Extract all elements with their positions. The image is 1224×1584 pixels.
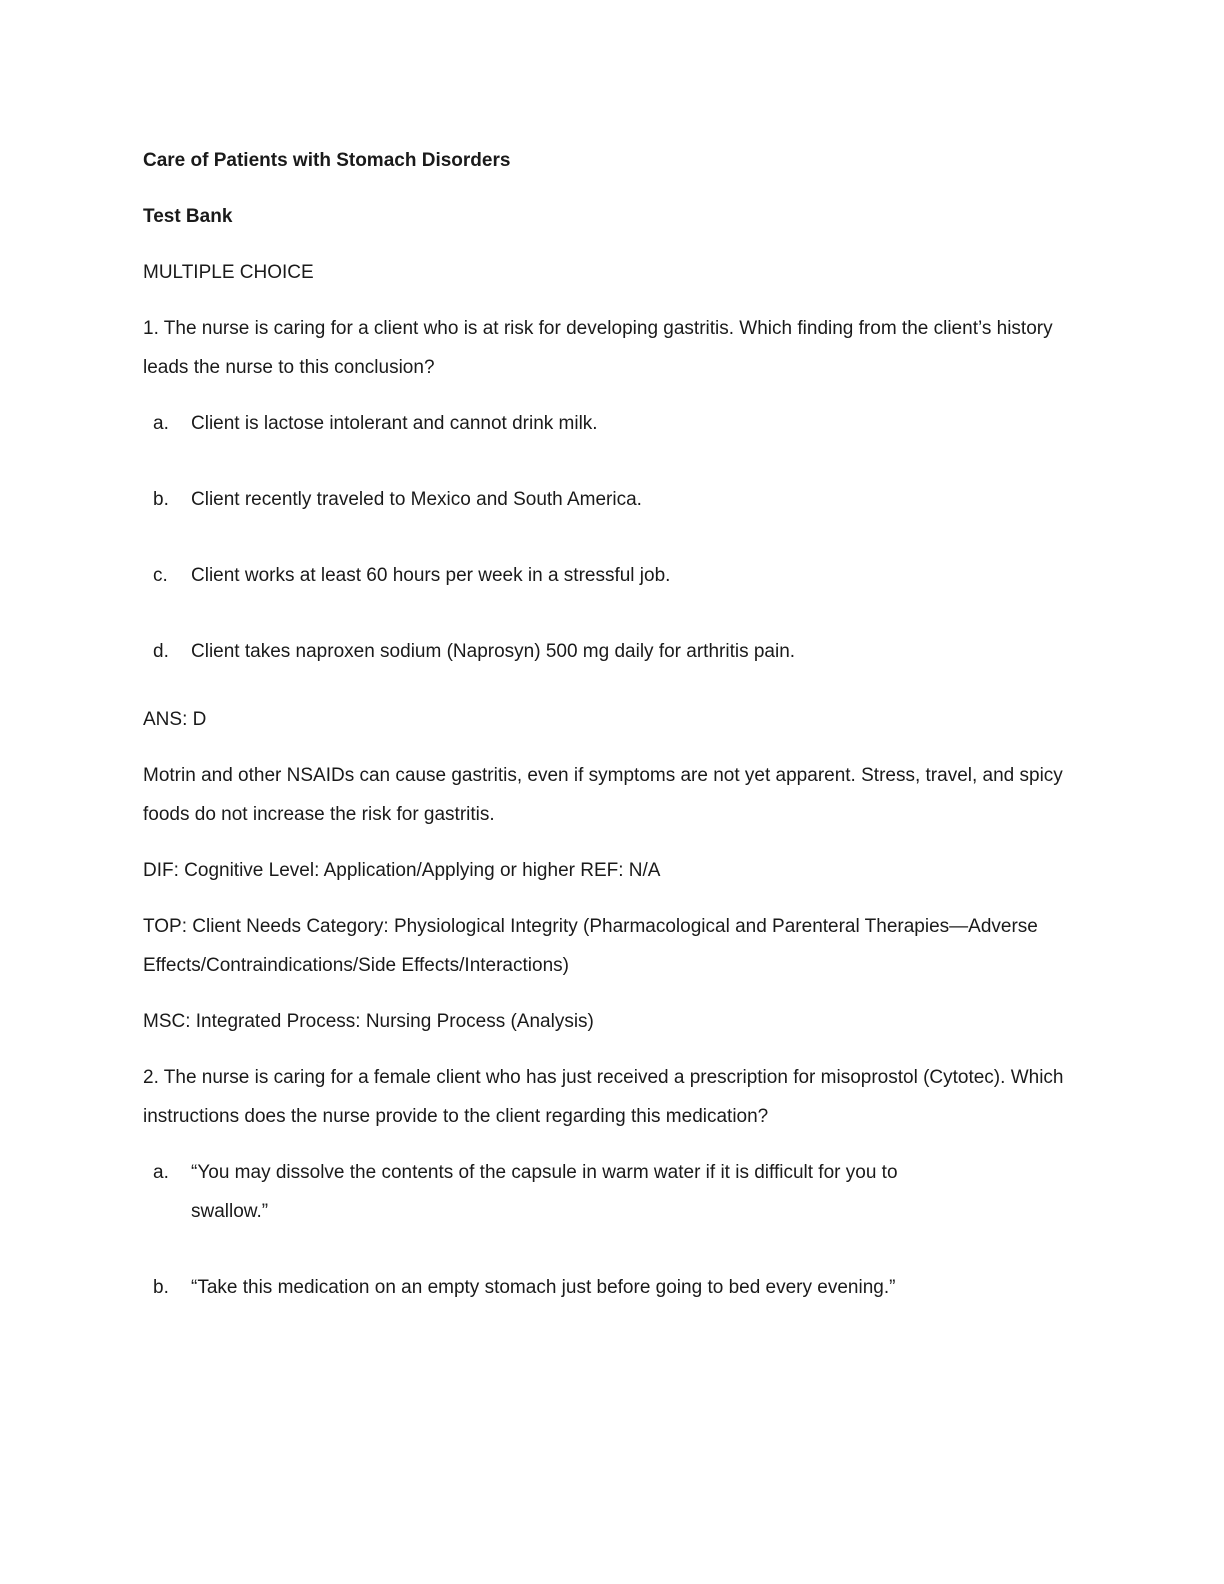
option-letter: a. — [153, 413, 169, 434]
option-b — [143, 480, 1083, 519]
topic-category: TOP: Client Needs Category: Physiological Integrity (Pharmacological and Parenteral Therapies—Adverse Effects/Contraindications/Side Effects/Interactions) — [143, 916, 1038, 976]
option-a — [143, 1153, 1083, 1231]
option-a — [143, 404, 1083, 443]
option-text: Client takes naproxen sodium (Naprosyn) 500 mg daily for arthritis pain. — [191, 641, 796, 662]
question-stem: 2. The nurse is caring for a female client who has just received a prescription for misoprostol (Cytotec). Which instructions does the nurse provide to the client regarding this medication? — [143, 1067, 1064, 1127]
question-2 — [143, 1058, 1083, 1307]
rationale: Motrin and other NSAIDs can cause gastritis, even if symptoms are not yet apparent. Stress, travel, and spicy foods do not increase the risk for gastritis. — [143, 765, 1063, 825]
answer-options — [143, 404, 1083, 671]
document-title: Care of Patients with Stomach Disorders — [143, 150, 511, 171]
document-subtitle: Test Bank — [143, 206, 233, 227]
option-b — [143, 1268, 1083, 1307]
option-letter: b. — [153, 489, 169, 510]
option-d — [143, 632, 1083, 671]
option-text: Client is lactose intolerant and cannot drink milk. — [191, 413, 598, 434]
option-letter: b. — [153, 1277, 169, 1298]
integrated-process: MSC: Integrated Process: Nursing Process (Analysis) — [143, 1011, 594, 1032]
option-text: “Take this medication on an empty stomach just before going to bed every evening.” — [191, 1277, 896, 1298]
option-letter: c. — [153, 565, 168, 586]
option-letter: d. — [153, 641, 169, 662]
option-text: Client recently traveled to Mexico and South America. — [191, 489, 642, 510]
question-1 — [143, 309, 1083, 1041]
option-letter: a. — [153, 1162, 169, 1183]
answer-options — [143, 1153, 1083, 1307]
option-text: Client works at least 60 hours per week in a stressful job. — [191, 565, 671, 586]
option-text: “You may dissolve the contents of the capsule in warm water if it is difficult for you to swallow.” — [191, 1162, 898, 1222]
document-content — [143, 141, 1083, 1344]
question-stem: 1. The nurse is caring for a client who is at risk for developing gastritis. Which finding from the client’s history leads the nurse to this conclusion? — [143, 318, 1053, 378]
difficulty-reference: DIF: Cognitive Level: Application/Applying or higher REF: N/A — [143, 860, 661, 881]
option-c — [143, 556, 1083, 595]
section-heading: MULTIPLE CHOICE — [143, 262, 314, 283]
answer-key: ANS: D — [143, 709, 207, 730]
